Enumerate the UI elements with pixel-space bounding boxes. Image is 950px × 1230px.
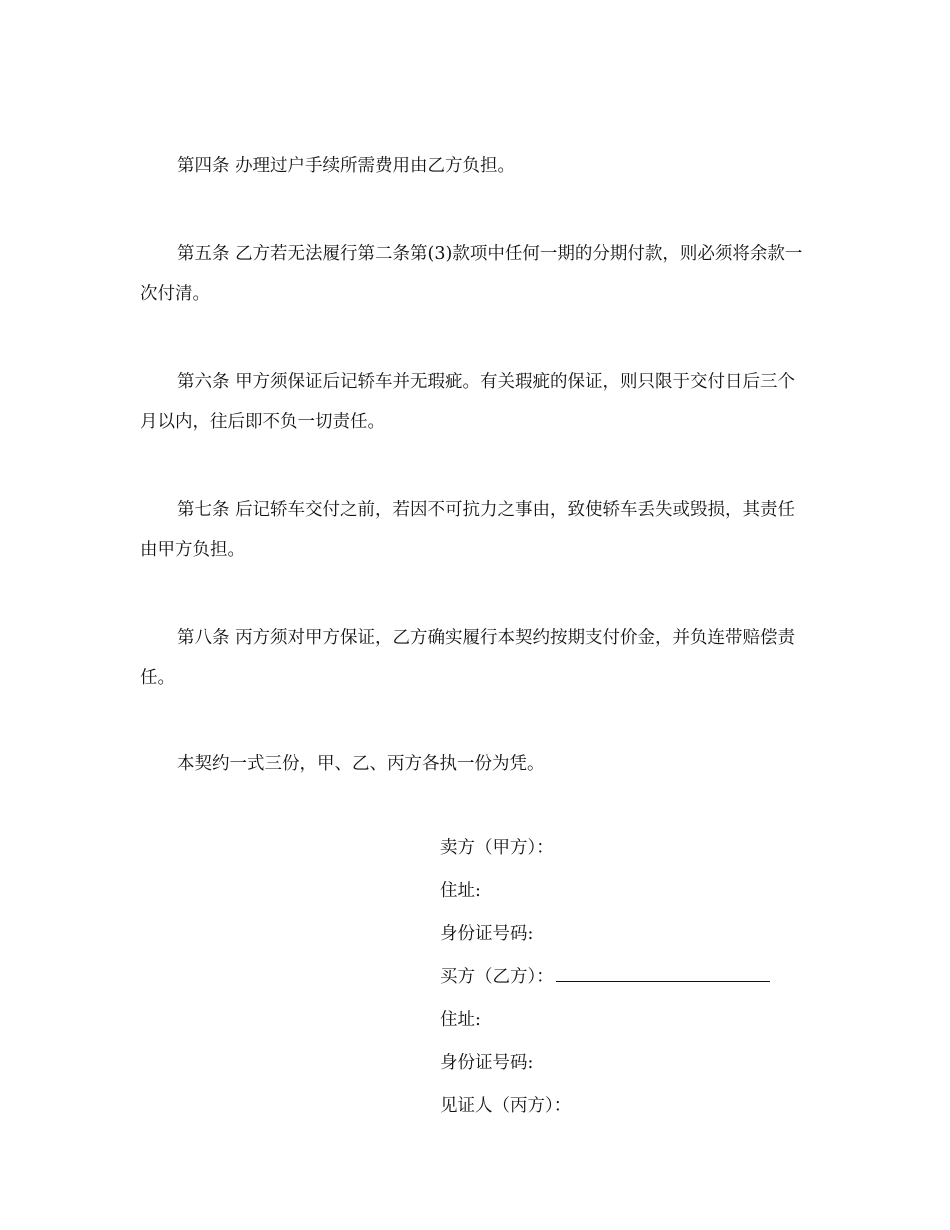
- buyer-line: [440, 957, 820, 1000]
- clause-8: 第八条 丙方须对甲方保证，乙方确实履行本契约按期支付价金，并负连带赔偿责任。: [140, 628, 796, 688]
- clause-5: 第五条 乙方若无法履行第二条第(3)款项中任何一期的分期付款，则必须将余款一次付清。: [140, 244, 803, 304]
- buyer-signature-underline: [556, 959, 770, 982]
- buyer-id-label: 身份证号码:: [440, 1053, 534, 1073]
- clause-4: 第四条 办理过户手续所需费用由乙方负担。: [177, 156, 516, 176]
- buyer-address-label: 住址:: [440, 1010, 481, 1030]
- signature-block: [440, 828, 820, 1129]
- seller-label: 卖方（甲方）：: [440, 838, 554, 858]
- buyer-label: 买方（乙方）：: [440, 967, 554, 987]
- seller-id-label: 身份证号码:: [440, 924, 534, 944]
- clause-7: 第七条 后记轿车交付之前，若因不可抗力之事由，致使轿车丢失或毁损，其责任由甲方负担。: [140, 500, 796, 560]
- contract-copies-note: 本契约一式三份，甲、乙、丙方各执一份为凭。: [177, 754, 545, 774]
- witness-label: 见证人（丙方）：: [440, 1096, 572, 1116]
- seller-address-label: 住址:: [440, 881, 481, 901]
- clause-6: 第六条 甲方须保证后记轿车并无瑕疵。有关瑕疵的保证，则只限于交付日后三个月以内，往后即不负一切责任。: [140, 372, 796, 432]
